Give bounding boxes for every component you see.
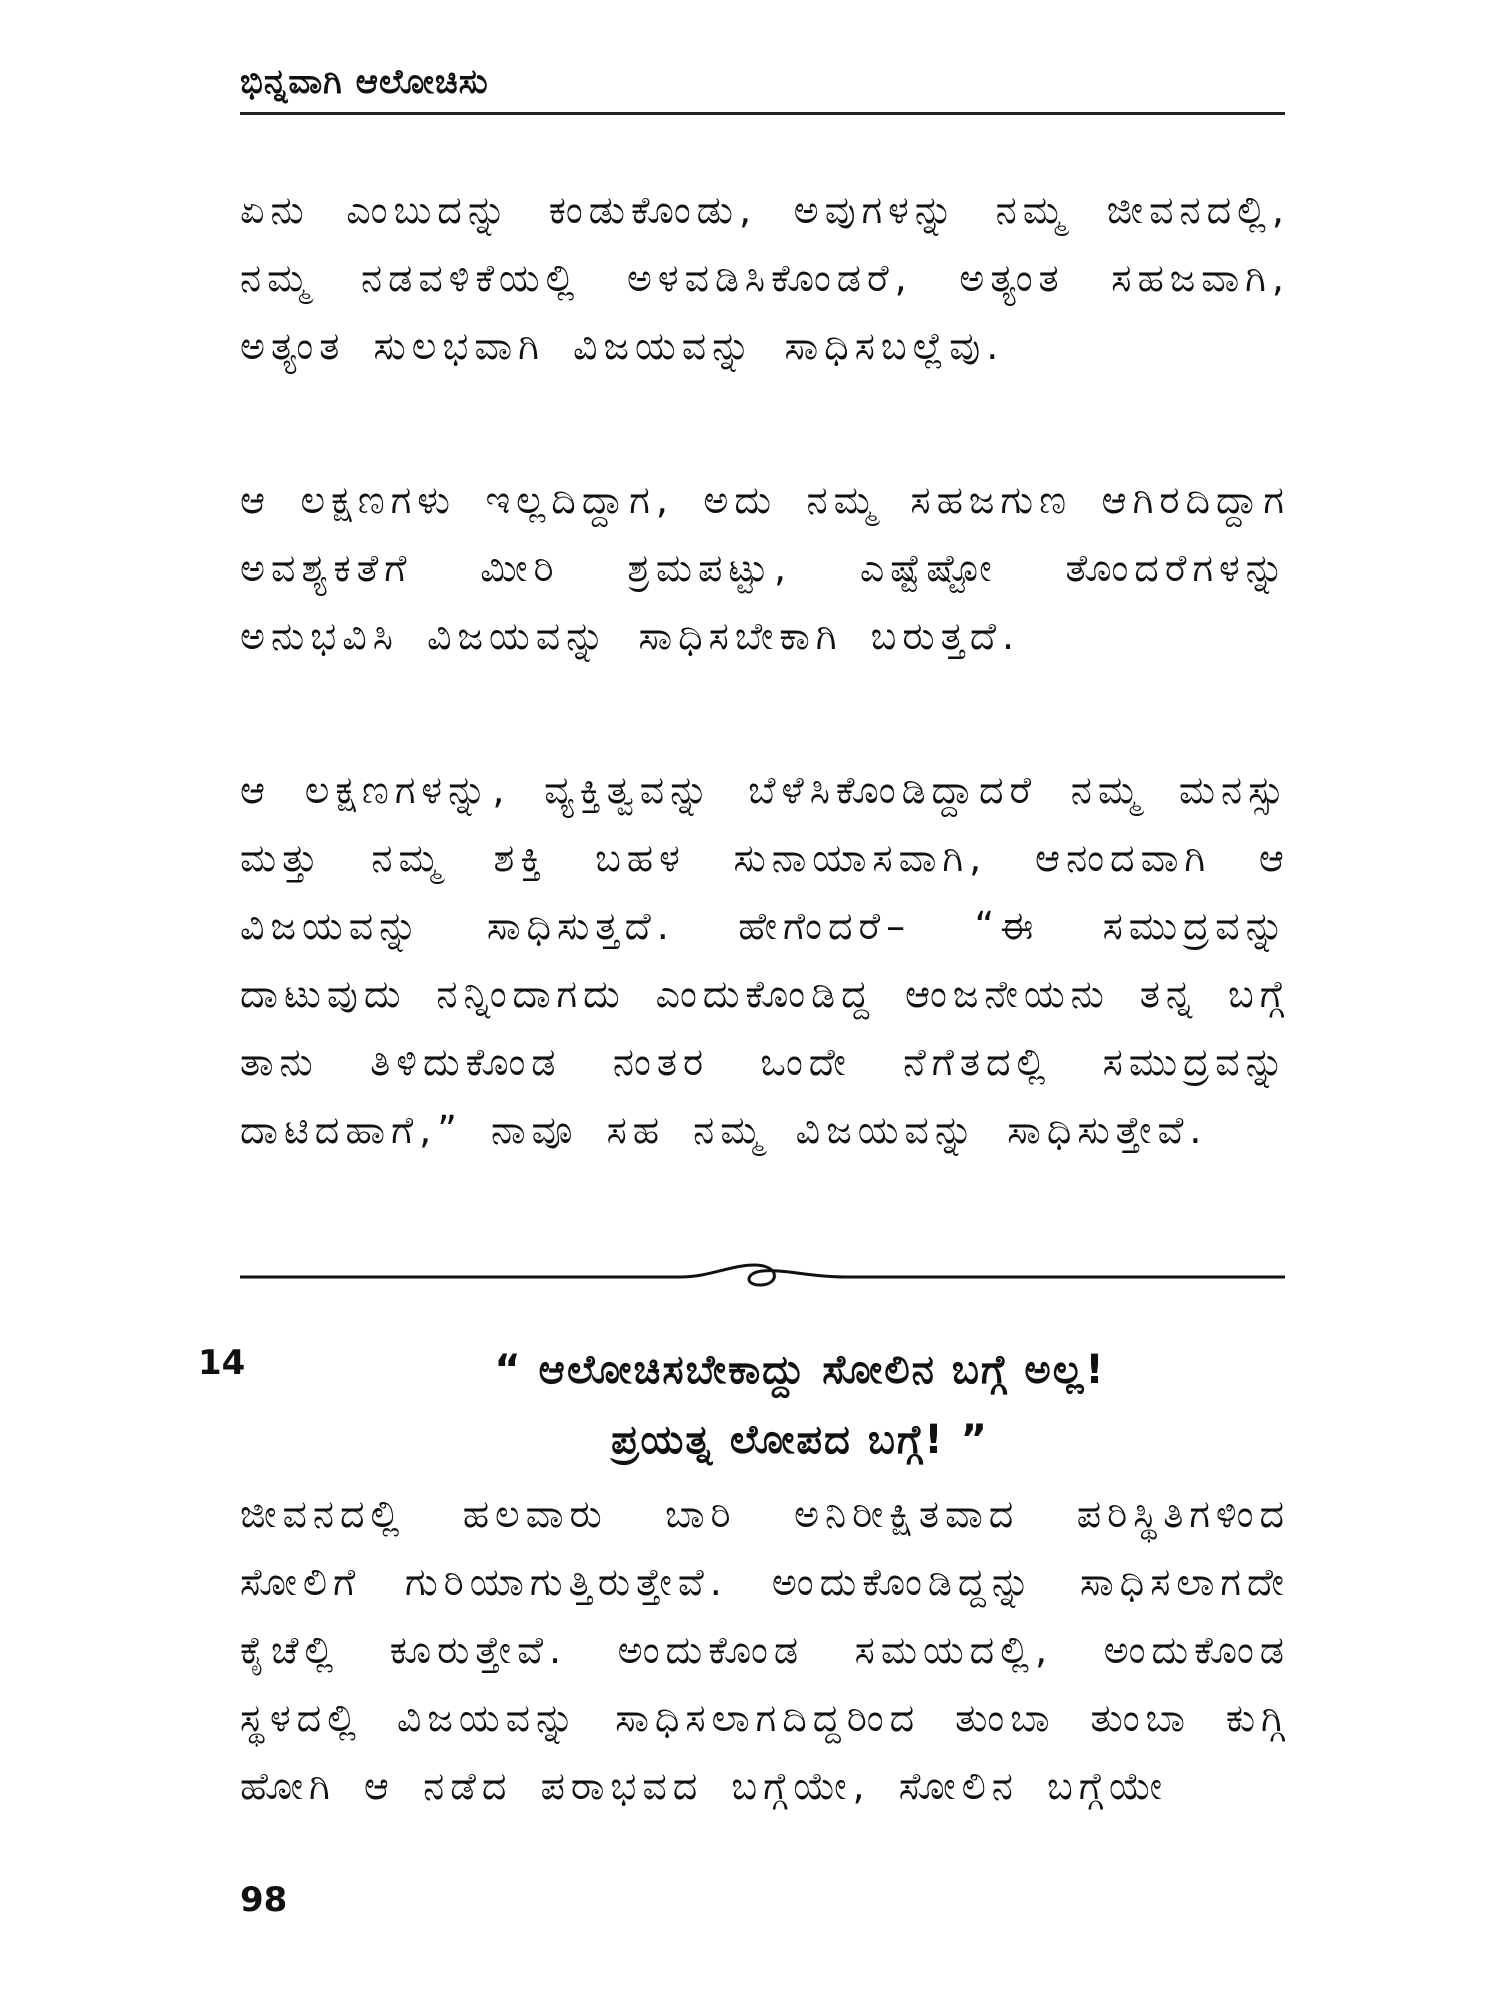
running-header: ಭಿನ್ನವಾಗಿ ಆಲೋಚಿಸು <box>240 62 489 102</box>
header-rule <box>240 112 1285 115</box>
paragraph-text: ಜೀವನದಲ್ಲಿ ಹಲವಾರು ಬಾರಿ ಅನಿರೀಕ್ಷಿತವಾದ ಪರಿಸ್ಥಿತಿಗಳಿಂದ ಸೋಲಿಗೆ ಗುರಿಯಾಗುತ್ತಿರುತ್ತೇವೆ. ಅಂದುಕೊಂಡಿದ್ದನ್ನು ಸಾಧಿಸಲಾಗದೇ ಕೈಚೆಲ್ಲಿ ಕೂರುತ್ತೇವೆ. ಅಂದುಕೊಂಡ ಸಮಯದಲ್ಲಿ, ಅಂದುಕೊಂಡ ಸ್ಥಳದಲ್ಲಿ ವಿಜಯವನ್ನು ಸಾಧಿಸಲಾಗದಿದ್ದರಿಂದ ತುಂಬಾ ತುಂಬಾ ಕುಗ್ಗಿ ಹೋಗಿ ಆ ನಡೆದ ಪರಾಭವದ ಬಗ್ಗೆಯೇ, ಸೋಲಿನ ಬಗ್ಗೆಯೇ <box>240 1492 1290 1808</box>
page-number: 98 <box>240 1880 288 1920</box>
paragraph-2 <box>240 466 1290 670</box>
paragraph-text: ಏನು ಎಂಬುದನ್ನು ಕಂಡುಕೊಂಡು, ಅವುಗಳನ್ನು ನಮ್ಮ ಜೀವನದಲ್ಲಿ, ನಮ್ಮ ನಡವಳಿಕೆಯಲ್ಲಿ ಅಳವಡಿಸಿಕೊಂಡರೆ, ಅತ್ಯಂತ ಸಹಜವಾಗಿ, ಅತ್ಯಂತ ಸುಲಭವಾಗಿ ವಿಜಯವನ್ನು ಸಾಧಿಸಬಲ್ಲೆವು. <box>240 188 1290 368</box>
section-heading <box>300 1335 1300 1475</box>
paragraph-text: ಆ ಲಕ್ಷಣಗಳನ್ನು, ವ್ಯಕ್ತಿತ್ವವನ್ನು ಬೆಳೆಸಿಕೊಂಡಿದ್ದಾದರೆ ನಮ್ಮ ಮನಸ್ಸು ಮತ್ತು ನಮ್ಮ ಶಕ್ತಿ ಬಹಳ ಸುನಾಯಾಸವಾಗಿ, ಆನಂದವಾಗಿ ಆ ವಿಜಯವನ್ನು ಸಾಧಿಸುತ್ತದೆ. ಹೇಗೆಂದರೆ– “ಈ ಸಮುದ್ರವನ್ನು ದಾಟುವುದು ನನ್ನಿಂದಾಗದು ಎಂದುಕೊಂಡಿದ್ದ ಆಂಜನೇಯನು ತನ್ನ ಬಗ್ಗೆ ತಾನು ತಿಳಿದುಕೊಂಡ ನಂತರ ಒಂದೇ ನೆಗೆತದಲ್ಲಿ ಸಮುದ್ರವನ್ನು ದಾಟಿದಹಾಗೆ,” ನಾವೂ ಸಹ ನಮ್ಮ ವಿಜಯವನ್ನು ಸಾಧಿಸುತ್ತೇವೆ. <box>240 768 1290 1152</box>
section-number: 14 <box>198 1343 246 1383</box>
paragraph-3 <box>240 756 1290 1164</box>
section-divider-ornament <box>240 1255 1285 1295</box>
paragraph-1 <box>240 176 1290 380</box>
paragraph-4 <box>240 1480 1290 1820</box>
section-heading-line-1: “ ಆಲೋಚಿಸಬೇಕಾದ್ದು ಸೋಲಿನ ಬಗ್ಗೆ ಅಲ್ಲ! <box>494 1347 1106 1393</box>
paragraph-text: ಆ ಲಕ್ಷಣಗಳು ಇಲ್ಲದಿದ್ದಾಗ, ಅದು ನಮ್ಮ ಸಹಜಗುಣ ಆಗಿರದಿದ್ದಾಗ ಅವಶ್ಯಕತೆಗೆ ಮೀರಿ ಶ್ರಮಪಟ್ಟು, ಎಷ್ಟೆಷ್ಟೋ ತೊಂದರೆಗಳನ್ನು ಅನುಭವಿಸಿ ವಿಜಯವನ್ನು ಸಾಧಿಸಬೇಕಾಗಿ ಬರುತ್ತದೆ. <box>240 478 1290 658</box>
section-heading-line-2: ಪ್ರಯತ್ನ ಲೋಪದ ಬಗ್ಗೆ! ” <box>611 1417 989 1463</box>
